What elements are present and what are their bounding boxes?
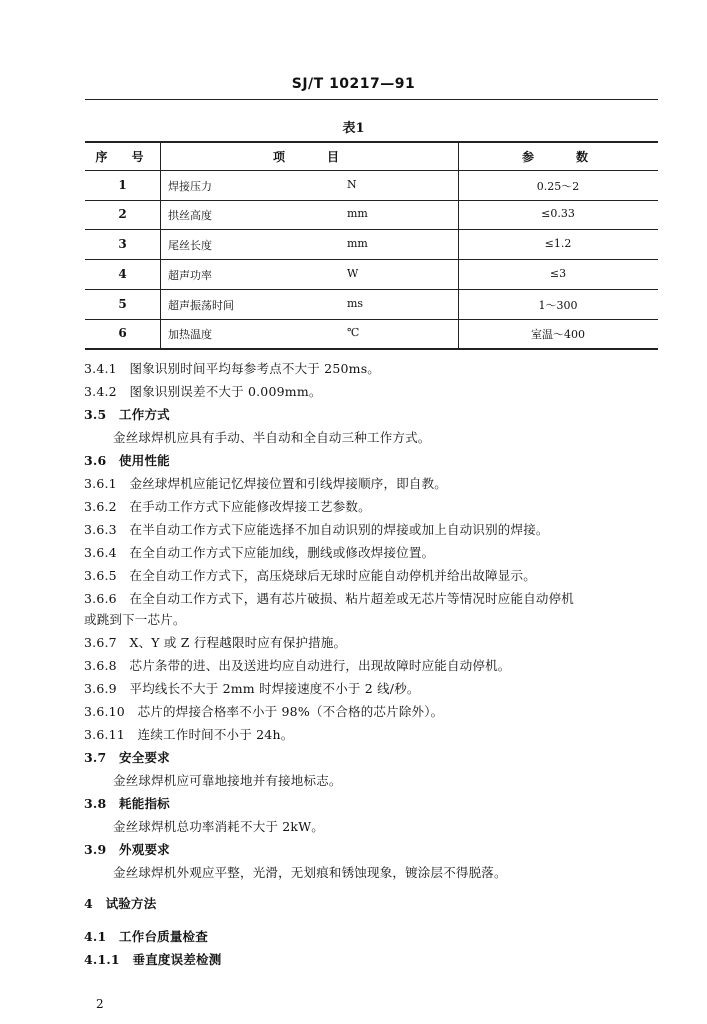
row-unit: W bbox=[347, 267, 359, 280]
row-unit: mm bbox=[347, 207, 368, 220]
table-row-border bbox=[85, 319, 658, 320]
row-number: 2 bbox=[118, 207, 127, 221]
table-row-border bbox=[85, 289, 658, 290]
section-heading-3-9: 3.9 外观要求 bbox=[84, 842, 170, 857]
section-heading-3-8: 3.8 耗能指标 bbox=[84, 796, 170, 811]
clause-3-6-6: 3.6.6 在全自动工作方式下，遇有芯片破损、粘片超差或无芯片等情况时应能自动停机 bbox=[84, 591, 575, 606]
clause-3-6-11: 3.6.11 连续工作时间不小于 24h。 bbox=[84, 727, 294, 742]
row-unit: ms bbox=[347, 297, 364, 310]
section-heading-4-1-1: 4.1.1 垂直度误差检测 bbox=[84, 952, 222, 967]
row-item: 加热温度 bbox=[168, 328, 212, 341]
table-title: 表1 bbox=[342, 121, 365, 136]
standard-number-header: SJ/T 10217—91 bbox=[291, 76, 416, 92]
table-row-border bbox=[85, 229, 658, 230]
page-number: 2 bbox=[96, 997, 104, 1011]
row-item: 超声振荡时间 bbox=[168, 299, 234, 312]
row-item: 拱丝高度 bbox=[168, 209, 212, 222]
row-number: 1 bbox=[118, 178, 127, 192]
clause-3-6-1: 3.6.1 金丝球焊机应能记忆焊接位置和引线焊接顺序，即自教。 bbox=[84, 476, 448, 491]
section-heading-3-6: 3.6 使用性能 bbox=[84, 453, 170, 468]
clause-3-4-1: 3.4.1 图象识别时间平均每参考点不大于 250ms。 bbox=[84, 361, 381, 376]
table-col-border bbox=[160, 141, 161, 349]
parameter-table bbox=[85, 141, 658, 349]
section-heading-4: 4 试验方法 bbox=[84, 896, 157, 911]
row-param: 1～300 bbox=[538, 299, 578, 312]
row-unit: ℃ bbox=[347, 326, 360, 339]
col-header-no: 序 号 bbox=[95, 150, 150, 164]
clause-3-6-6-continued: 或跳到下一芯片。 bbox=[84, 612, 186, 627]
table-top-border bbox=[85, 141, 658, 143]
row-item: 尾丝长度 bbox=[168, 239, 212, 252]
clause-3-7-text: 金丝球焊机应可靠地接地并有接地标志。 bbox=[113, 773, 342, 788]
clause-3-9-text: 金丝球焊机外观应平整，光滑，无划痕和锈蚀现象，镀涂层不得脱落。 bbox=[113, 865, 507, 880]
table-row-border bbox=[85, 259, 658, 260]
row-number: 6 bbox=[118, 326, 127, 340]
col-header-item: 项 目 bbox=[272, 150, 345, 164]
clause-3-6-5: 3.6.5 在全自动工作方式下，高压烧球后无球时应能自动停机并给出故障显示。 bbox=[84, 568, 536, 583]
row-number: 3 bbox=[118, 237, 127, 251]
header-rule bbox=[85, 99, 658, 100]
clause-3-6-3: 3.6.3 在半自动工作方式下应能选择不加自动识别的焊接或加上自动识别的焊接。 bbox=[84, 522, 549, 537]
clause-3-6-9: 3.6.9 平均线长不大于 2mm 时焊接速度不小于 2 线/秒。 bbox=[84, 681, 420, 696]
clause-3-6-10: 3.6.10 芯片的焊接合格率不小于 98%（不合格的芯片除外）。 bbox=[84, 704, 444, 719]
clause-3-6-2: 3.6.2 在手动工作方式下应能修改焊接工艺参数。 bbox=[84, 499, 371, 514]
table-row-border bbox=[85, 200, 658, 201]
row-number: 5 bbox=[118, 297, 127, 311]
row-param: ≤0.33 bbox=[541, 207, 575, 220]
clause-3-6-8: 3.6.8 芯片条带的进、出及送进均应自动进行，出现故障时应能自动停机。 bbox=[84, 658, 511, 673]
clause-3-8-text: 金丝球焊机总功率消耗不大于 2kW。 bbox=[113, 819, 324, 834]
table-bottom-border bbox=[85, 348, 658, 350]
row-param: 室温～400 bbox=[531, 328, 585, 341]
section-heading-3-7: 3.7 安全要求 bbox=[84, 750, 170, 765]
section-heading-3-5: 3.5 工作方式 bbox=[84, 407, 170, 422]
clause-3-5-text: 金丝球焊机应具有手动、半自动和全自动三种工作方式。 bbox=[113, 430, 431, 445]
section-heading-4-1: 4.1 工作台质量检查 bbox=[84, 929, 208, 944]
clause-3-6-4: 3.6.4 在全自动工作方式下应能加线，删线或修改焊接位置。 bbox=[84, 545, 435, 560]
row-param: ≤3 bbox=[549, 267, 567, 280]
row-item: 焊接压力 bbox=[168, 180, 212, 193]
row-param: ≤1.2 bbox=[544, 237, 572, 250]
clause-3-6-7: 3.6.7 X、Y 或 Z 行程越限时应有保护措施。 bbox=[84, 635, 347, 650]
row-unit: mm bbox=[347, 237, 368, 250]
col-header-param: 参 数 bbox=[521, 150, 594, 164]
row-unit: N bbox=[347, 178, 357, 191]
clause-3-4-2: 3.4.2 图象识别误差不大于 0.009mm。 bbox=[84, 384, 322, 399]
row-item: 超声功率 bbox=[168, 269, 212, 282]
row-number: 4 bbox=[118, 267, 127, 281]
table-header-border bbox=[85, 170, 658, 171]
row-param: 0.25～2 bbox=[536, 180, 580, 193]
